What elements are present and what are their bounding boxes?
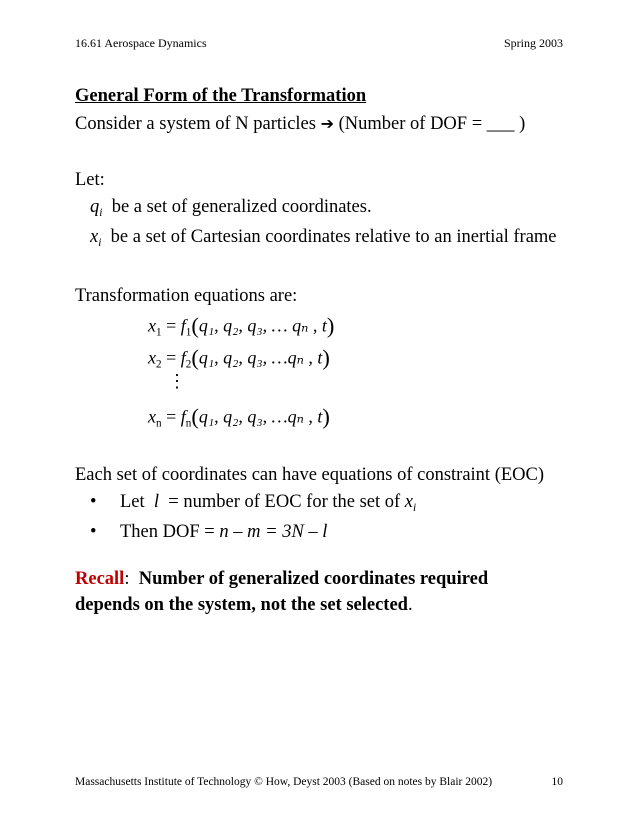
recall-text-2: depends on the system, not the set selected	[75, 595, 408, 615]
footer-text: Massachusetts Institute of Technology © How, Deyst 2003 (Based on notes by Blair 2002)	[75, 776, 493, 788]
header-term: Spring 2003	[503, 36, 563, 50]
let-item-x: $x_i$ be a set of Cartesian coordinates relative to an inertial frame	[90, 227, 557, 249]
header-course: 16.61 Aerospace Dynamics	[75, 36, 207, 50]
constraints-text: Each set of coordinates can have equations of constraint (EOC)	[75, 465, 545, 485]
recall-line-1: Recall: Number of generalized coordinates required	[75, 569, 489, 589]
intro-text: Consider a system of N particles	[75, 114, 316, 134]
transform-label: Transformation equations are:	[75, 286, 298, 306]
intro-line	[75, 114, 525, 135]
arrow-icon: ➔	[320, 114, 334, 133]
bullet-icon: •	[90, 492, 97, 512]
page-number: 10	[551, 776, 563, 788]
let-item-x-text: be a set of Cartesian coordinates relative to an inertial frame	[110, 227, 557, 247]
recall-label: Recall	[75, 569, 125, 589]
dof-note: (Number of DOF = ___ )	[338, 114, 526, 134]
x-symbol: x	[90, 227, 99, 247]
bullet-let: • Let l = number of EOC for the set of $x_i$	[90, 492, 417, 514]
equation-n-args: q₁, q₂, q₃, …qₙ , t	[198, 406, 323, 427]
let-item-q-text: be a set of generalized coordinates.	[111, 197, 372, 217]
q-symbol: q	[90, 197, 100, 217]
equation-n: $x_n = f_n(q_1$, q₂, q₃, …qₙ , t)	[148, 404, 330, 430]
equation-1: $x_1 = f_1(q_1$, q₂, q₃, … qₙ , t)	[148, 313, 335, 339]
equation-2-args: q₁, q₂, q₃, …qₙ , t	[198, 347, 323, 368]
bullet-then: • Then DOF = n – m = 3N – l	[90, 522, 328, 542]
equation-1-args: q₁, q₂, q₃, … qₙ , t	[198, 315, 327, 336]
section-title: General Form of the Transformation	[75, 86, 367, 106]
vertical-ellipsis: ⋮	[168, 371, 186, 391]
let-item-q: $q_i$ be a set of generalized coordinates.	[90, 197, 372, 219]
let-label: Let:	[75, 170, 105, 190]
recall-text-1: Number of generalized coordinates required	[138, 569, 489, 589]
recall-line-2: depends on the system, not the set selected.	[75, 595, 413, 615]
bullet-icon: •	[90, 522, 97, 542]
equation-2: $x_2 = f_2(q_1$, q₂, q₃, …qₙ , t)	[148, 345, 330, 371]
